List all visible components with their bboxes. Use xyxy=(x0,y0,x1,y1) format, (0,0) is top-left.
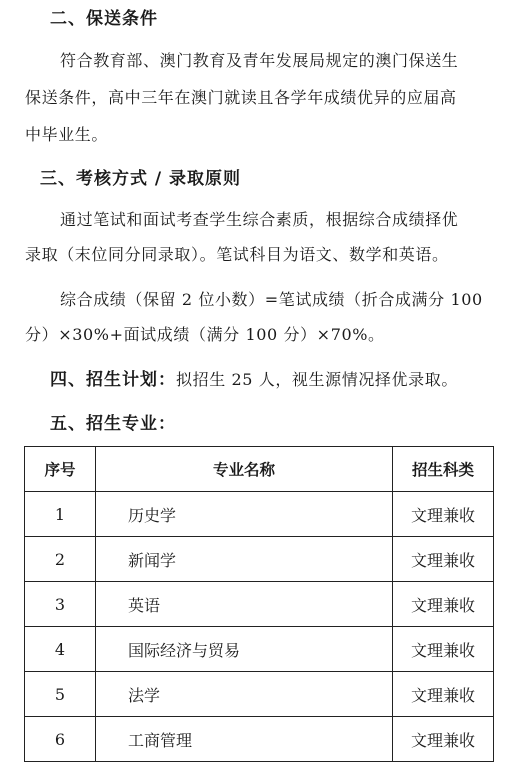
cell-major: 英语 xyxy=(96,582,393,627)
cell-category: 文理兼收 xyxy=(393,627,494,672)
cell-category: 文理兼收 xyxy=(393,582,494,627)
cell-category: 文理兼收 xyxy=(393,492,494,537)
cell-major: 法学 xyxy=(96,672,393,717)
paragraph-line: 录取（末位同分同录取）。笔试科目为语文、数学和英语。 xyxy=(25,245,449,264)
cell-category: 文理兼收 xyxy=(393,672,494,717)
table-header-row xyxy=(25,447,494,492)
section-3-heading: 三、考核方式 / 录取原则 xyxy=(40,169,242,189)
cell-major: 新闻学 xyxy=(96,537,393,582)
section-4-text: 拟招生 25 人，视生源情况择优录取。 xyxy=(176,370,458,389)
cell-major: 历史学 xyxy=(96,492,393,537)
section-4 xyxy=(50,365,458,390)
paragraph-line: 中毕业生。 xyxy=(25,125,109,144)
section-2-heading: 二、保送条件 xyxy=(50,9,158,29)
table-row xyxy=(25,537,494,582)
cell-index: 3 xyxy=(25,582,96,627)
cell-index: 6 xyxy=(25,717,96,762)
cell-major: 工商管理 xyxy=(96,717,393,762)
section-4-heading: 四、招生计划： xyxy=(50,370,176,390)
majors-table xyxy=(24,446,494,762)
cell-index: 2 xyxy=(25,537,96,582)
paragraph-line: 综合成绩（保留 2 位小数）=笔试成绩（折合成满分 100 xyxy=(60,290,483,309)
cell-index: 5 xyxy=(25,672,96,717)
column-header-category: 招生科类 xyxy=(393,447,494,492)
cell-category: 文理兼收 xyxy=(393,717,494,762)
cell-category: 文理兼收 xyxy=(393,537,494,582)
section-5-heading: 五、招生专业： xyxy=(50,414,176,434)
cell-index: 4 xyxy=(25,627,96,672)
paragraph-line: 符合教育部、澳门教育及青年发展局规定的澳门保送生 xyxy=(60,51,459,70)
table-row xyxy=(25,627,494,672)
column-header-major: 专业名称 xyxy=(96,447,393,492)
column-header-index: 序号 xyxy=(25,447,96,492)
table-row xyxy=(25,672,494,717)
paragraph-line: 通过笔试和面试考查学生综合素质，根据综合成绩择优 xyxy=(60,210,459,229)
table-row xyxy=(25,492,494,537)
paragraph-line: 分）×30%+面试成绩（满分 100 分）×70%。 xyxy=(25,325,385,344)
table-row xyxy=(25,717,494,762)
cell-major: 国际经济与贸易 xyxy=(96,627,393,672)
table-row xyxy=(25,582,494,627)
paragraph-line: 保送条件，高中三年在澳门就读且各学年成绩优异的应届高 xyxy=(25,88,457,107)
cell-index: 1 xyxy=(25,492,96,537)
